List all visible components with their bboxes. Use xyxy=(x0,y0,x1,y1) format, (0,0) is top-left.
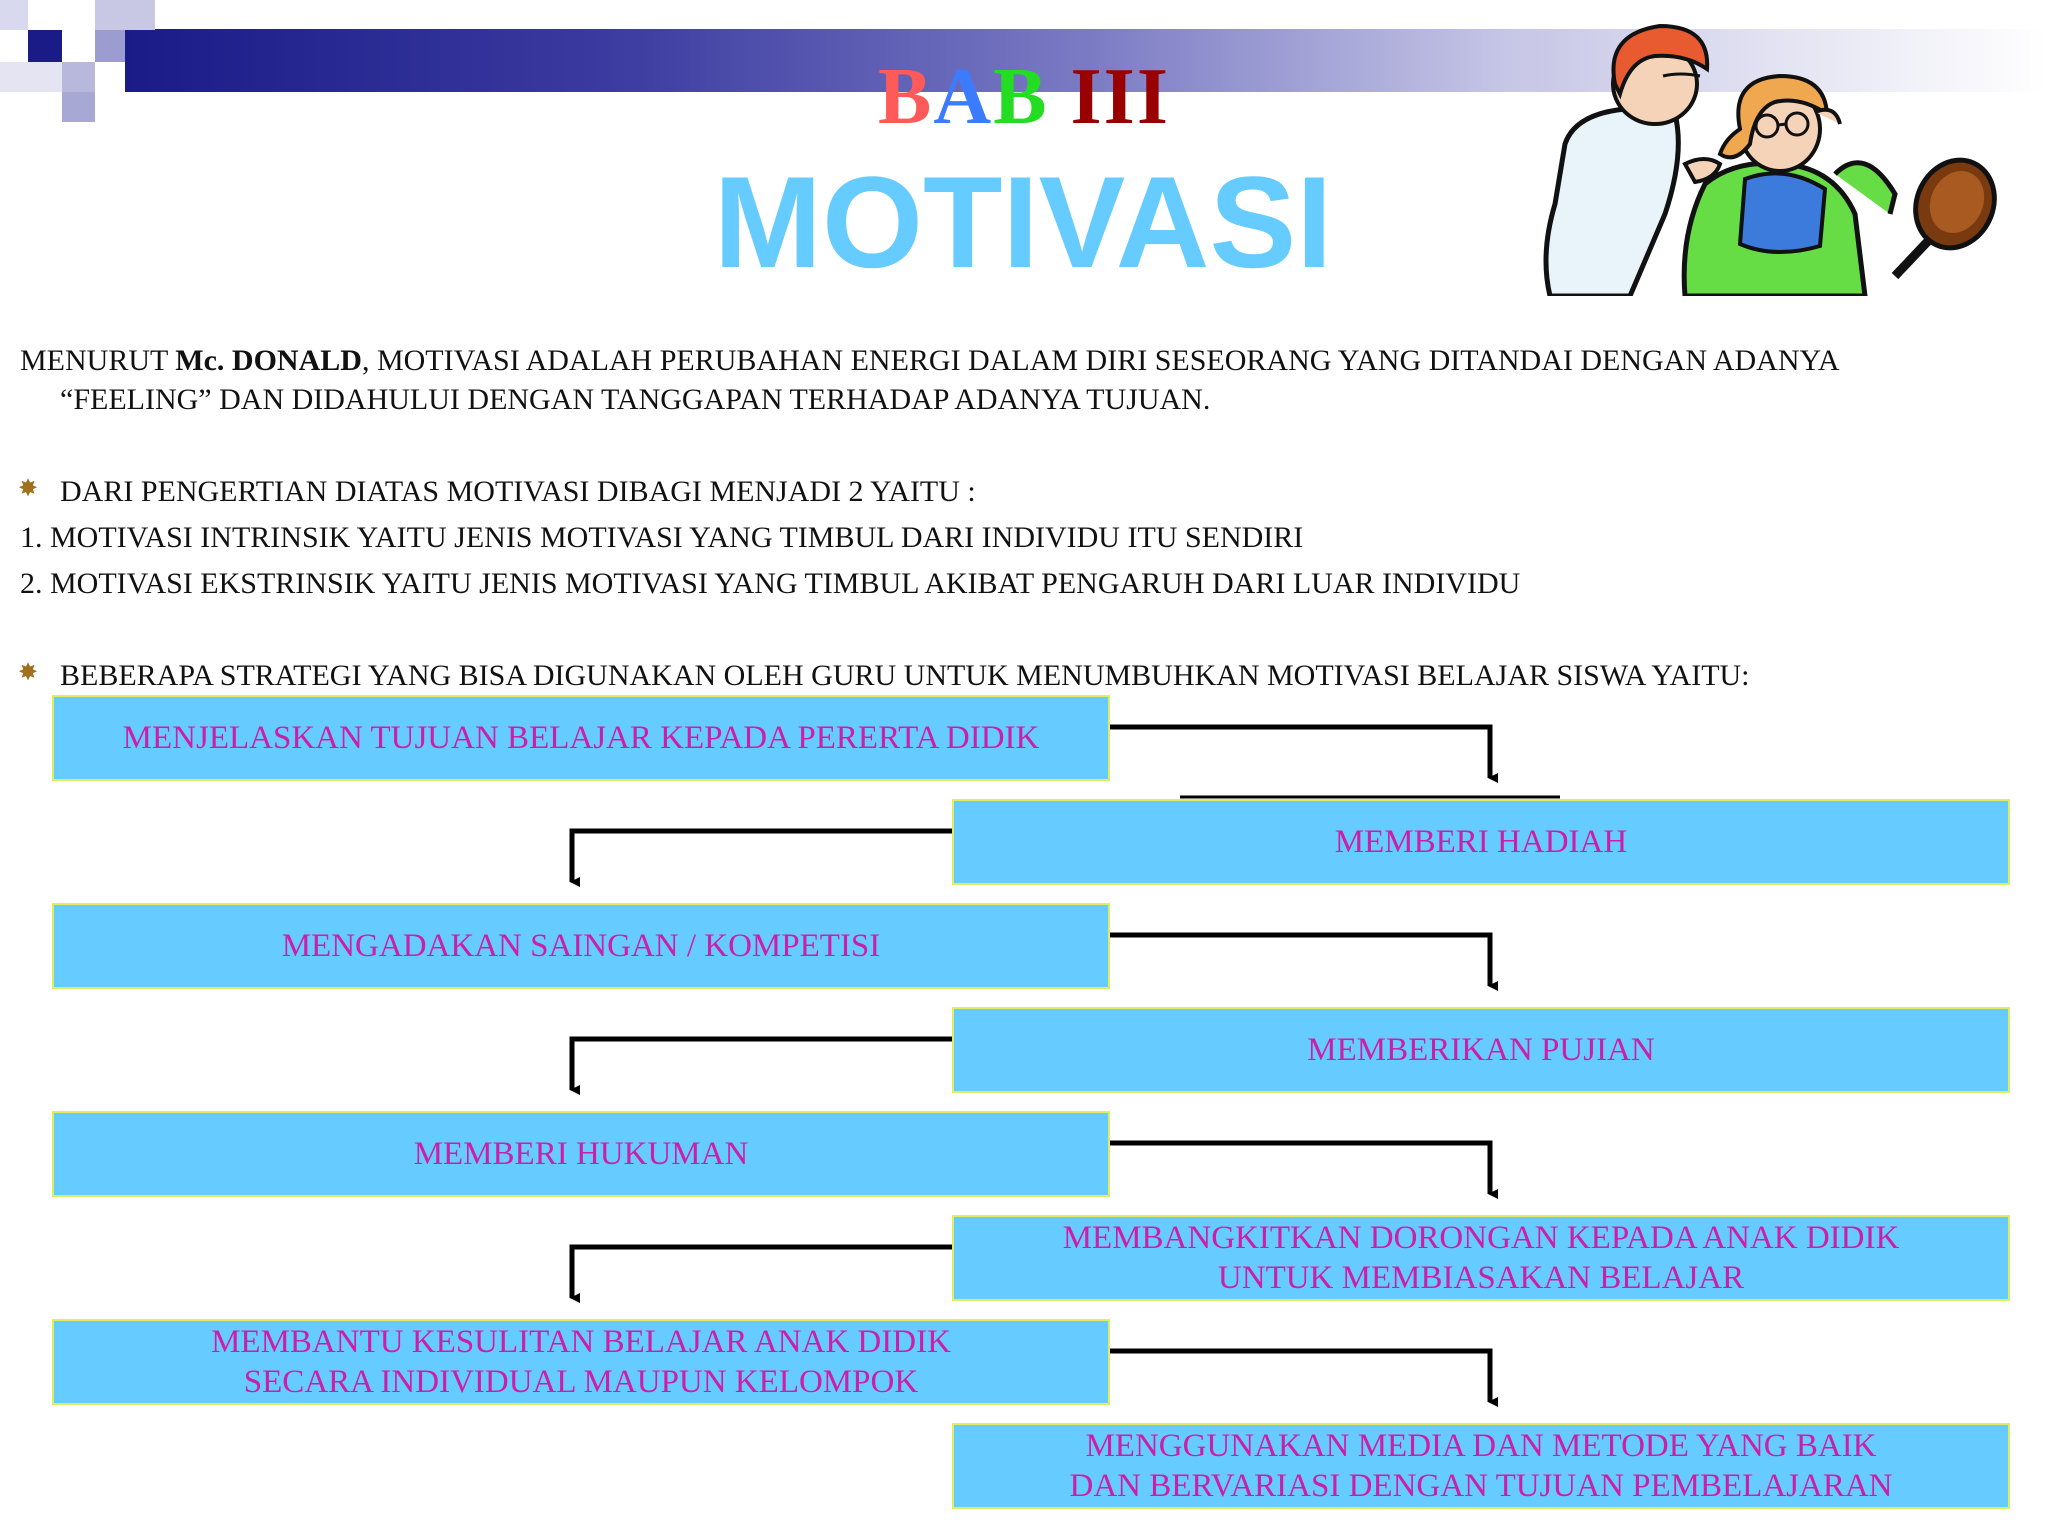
section1-heading: DARI PENGERTIAN DIATAS MOTIVASI DIBAGI MENJADI 2 YAITU : xyxy=(60,475,976,508)
intro-prefix: MENURUT xyxy=(20,344,176,377)
strategy-box-5: MEMBERI HUKUMAN xyxy=(52,1111,1110,1197)
connector-7-8 xyxy=(1108,1351,1490,1402)
chapter-label-letter: B xyxy=(993,53,1049,141)
section1-item-1: 1. MOTIVASI INTRINSIK YAITU JENIS MOTIVASI YANG TIMBUL DARI INDIVIDU ITU SENDIRI xyxy=(20,521,1304,554)
section1-item-2: 2. MOTIVASI EKSTRINSIK YAITU JENIS MOTIVASI YANG TIMBUL AKIBAT PENGARUH DARI LUAR INDIVIDU xyxy=(20,567,1521,600)
strategy-box-2: MEMBERI HADIAH xyxy=(952,799,2010,885)
strategy-box-4: MEMBERIKAN PUJIAN xyxy=(952,1007,2010,1093)
intro-line-1 xyxy=(20,343,1840,379)
connector-3-4 xyxy=(1108,935,1490,986)
intro-author: Mc. DONALD xyxy=(175,344,362,377)
strategy-box-7: MEMBANTU KESULITAN BELAJAR ANAK DIDIK SECARA INDIVIDUAL MAUPUN KELOMPOK xyxy=(52,1319,1110,1405)
chapter-label-letter xyxy=(1049,52,1071,142)
teacher-student-mirror-clipart xyxy=(1535,14,2015,296)
strategy-box-8: MENGGUNAKAN MEDIA DAN METODE YANG BAIK DAN BERVARIASI DENGAN TUJUAN PEMBELAJARAN xyxy=(952,1423,2010,1509)
corner-square-mid xyxy=(95,0,155,30)
strategy-box-6: MEMBANGKITKAN DORONGAN KEPADA ANAK DIDIK UNTUK MEMBIASAKAN BELAJAR xyxy=(952,1215,2010,1301)
intro-line-2: “FEELING” DAN DIDAHULUI DENGAN TANGGAPAN TERHADAP ADANYA TUJUAN. xyxy=(60,383,1211,416)
sunburst-bullet-icon: ✸ xyxy=(18,476,39,502)
chapter-label-letter: A xyxy=(933,53,994,141)
chapter-label-letter: B xyxy=(878,53,934,141)
sunburst-bullet-icon: ✸ xyxy=(18,660,39,686)
strategy-box-3: MENGADAKAN SAINGAN / KOMPETISI xyxy=(52,903,1110,989)
page-title: MOTIVASI xyxy=(713,149,1333,295)
connector-5-6 xyxy=(1108,1143,1490,1194)
intro-definition: , MOTIVASI ADALAH PERUBAHAN ENERGI DALAM DIRI SESEORANG YANG DITANDAI DENGAN ADANYA xyxy=(361,344,1840,377)
connector-2-3 xyxy=(572,831,952,882)
strategy-box-1: MENJELASKAN TUJUAN BELAJAR KEPADA PERERTA DIDIK xyxy=(52,695,1110,781)
connector-4-5 xyxy=(572,1039,952,1090)
chapter-label-letter: III xyxy=(1070,53,1170,141)
corner-square-light xyxy=(0,0,28,30)
connector-6-7 xyxy=(572,1247,952,1298)
section2-heading: BEBERAPA STRATEGI YANG BISA DIGUNAKAN OLEH GURU UNTUK MENUMBUHKAN MOTIVASI BELAJAR SISWA YAITU: xyxy=(60,659,1750,692)
connector-1-2 xyxy=(1108,727,1490,778)
